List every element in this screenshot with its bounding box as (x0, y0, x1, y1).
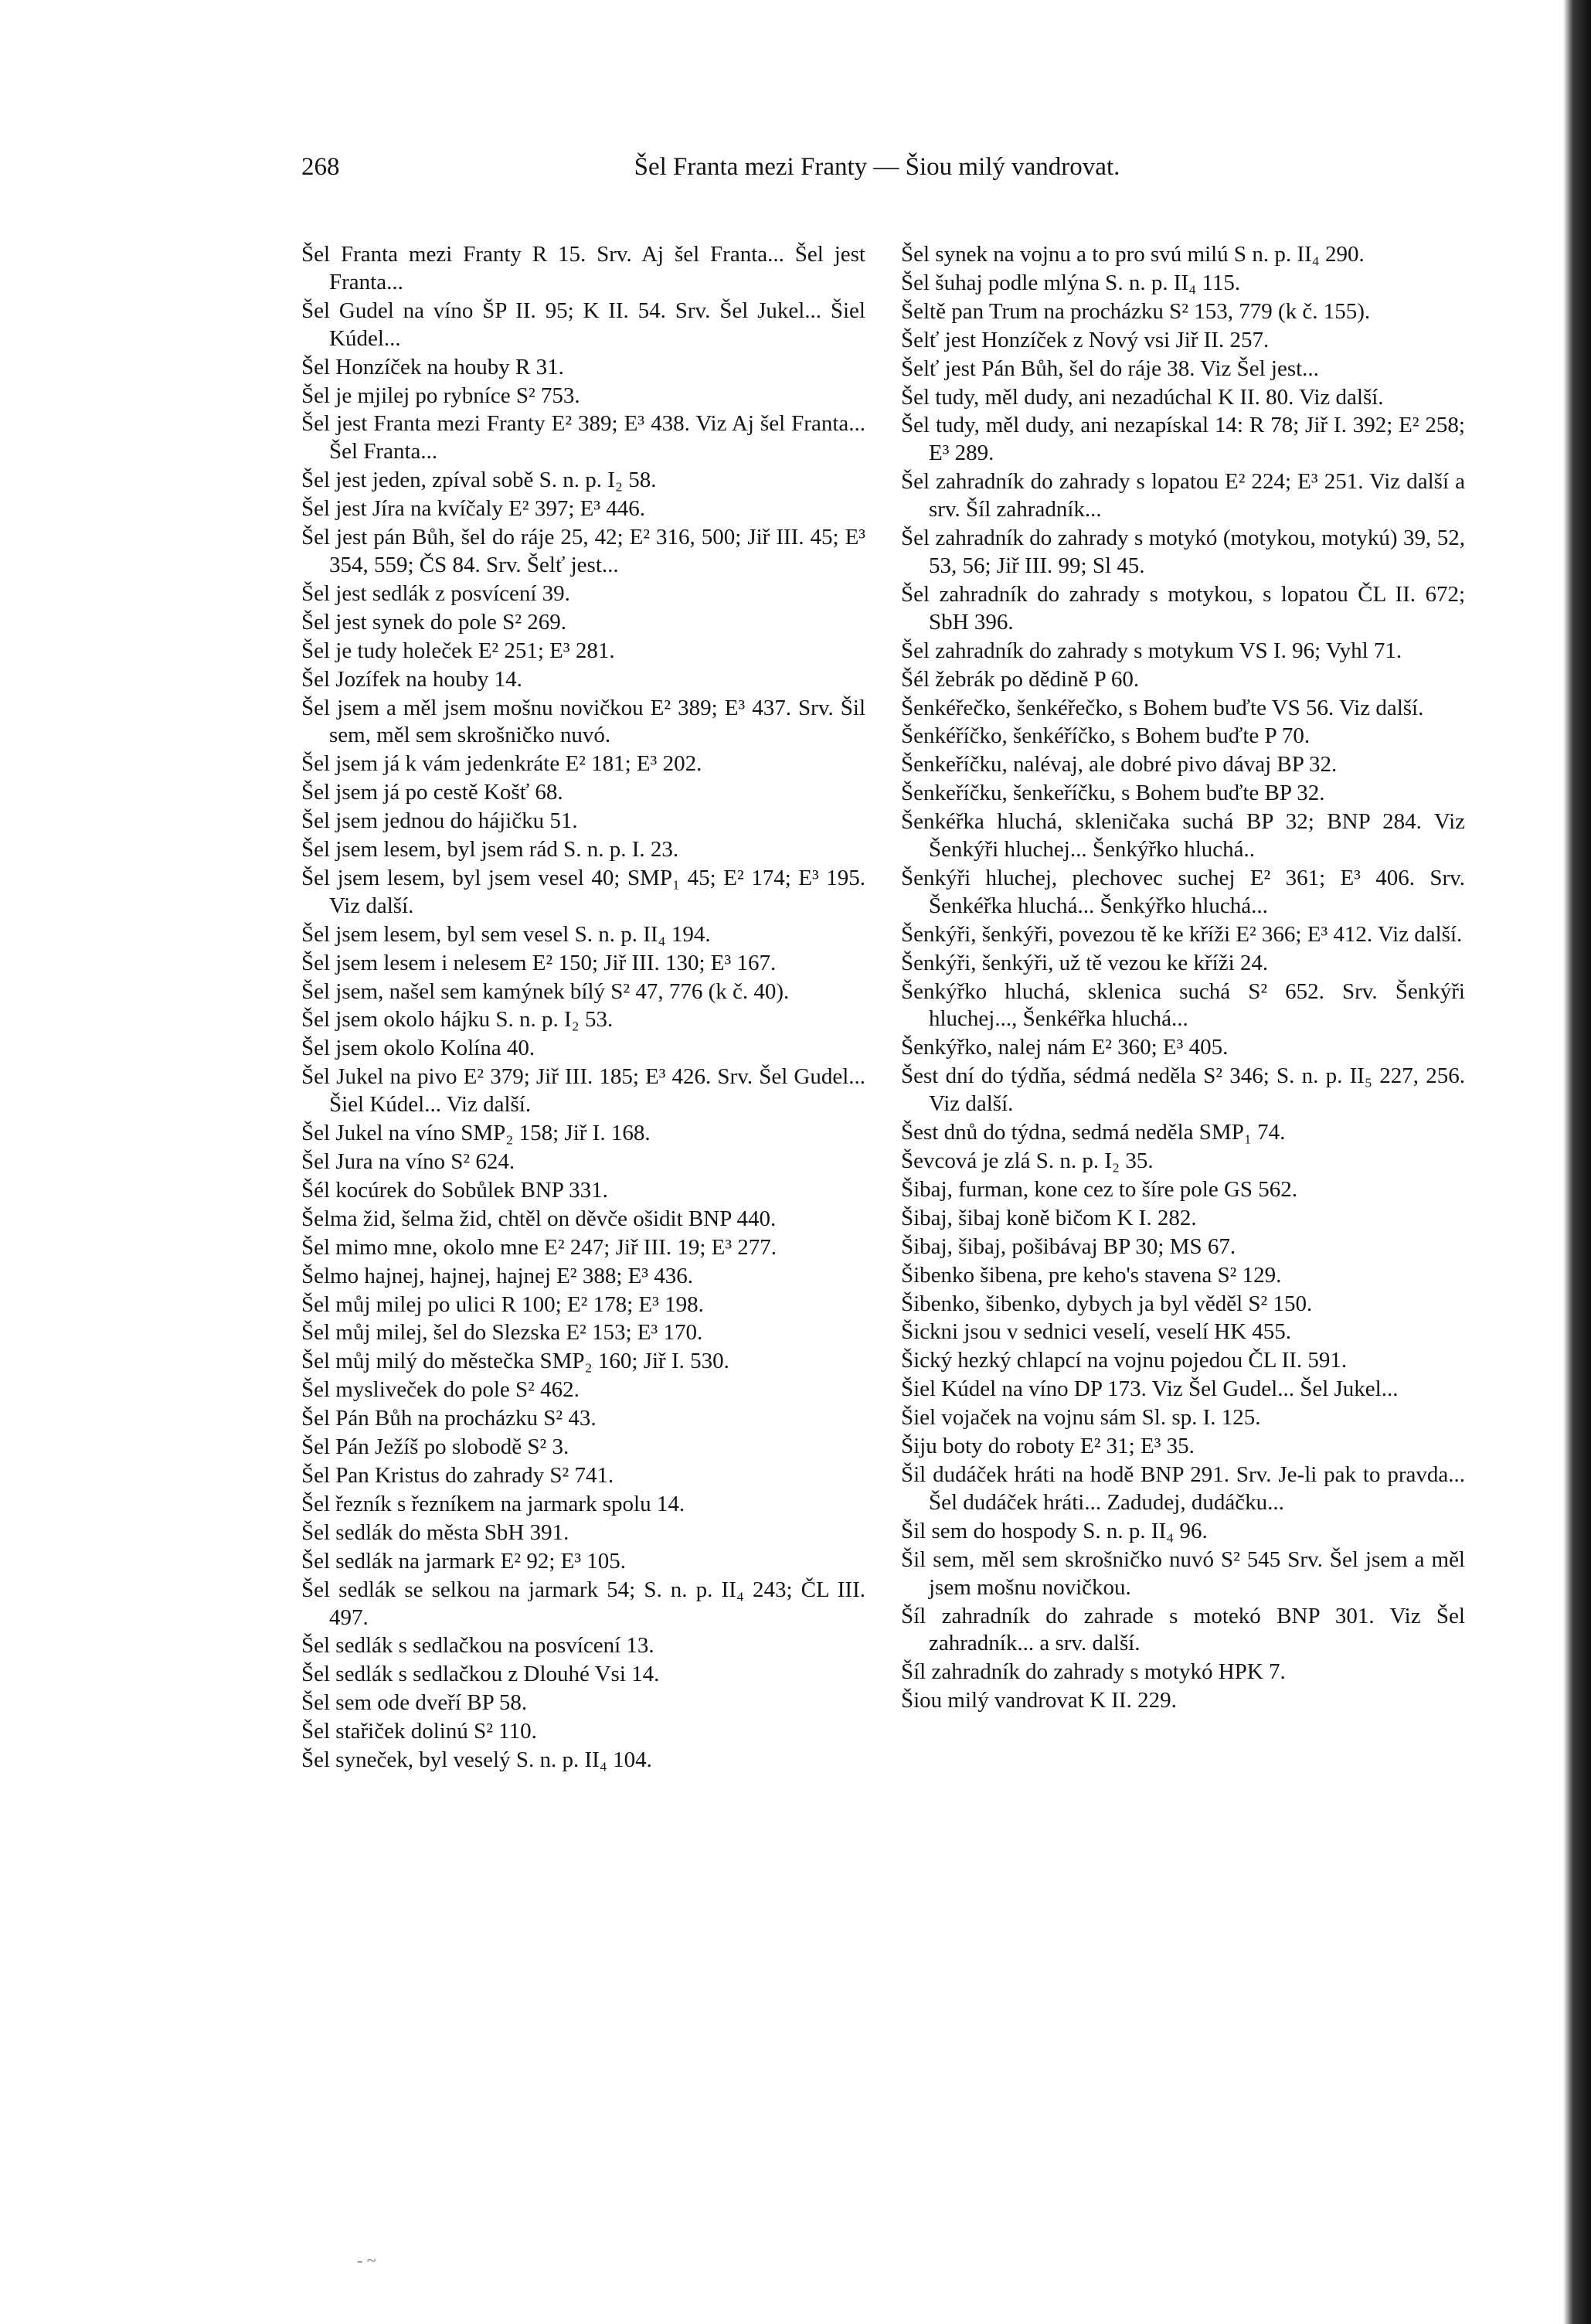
index-entry: Šel sedlák se selkou na jarmark 54; S. n. p. II₄ 243; ČL III. 497. (301, 1577, 865, 1630)
index-entry: Šil dudáček hráti na hodě BNP 291. Srv. Je-li pak to pravda... Šel dudáček hráti... Zadudej, dudáčku... (901, 1461, 1465, 1515)
index-entry: Šel můj milý do městečka SMP₂ 160; Jiř I. 530. (301, 1349, 729, 1374)
index-entry: Šel sedlák do města SbH 391. (301, 1519, 569, 1545)
index-entry: Šel Gudel na víno ŠP II. 95; K II. 54. Srv. Šel Jukel... Šiel Kúdel... (301, 298, 865, 351)
index-entry: Šel jsem já k vám jedenkráte E² 181; E³ 202. (301, 751, 702, 777)
index-entry: Šel jest Jíra na kvíčaly E² 397; E³ 446. (301, 496, 646, 522)
index-entry: Šenkéříčko, šenkéříčko, s Bohem buďte P 70. (901, 723, 1311, 749)
index-entry: Šel Pán Bůh na procházku S² 43. (301, 1406, 597, 1431)
index-entry: Šel jsem lesem i nelesem E² 150; Jiř III. 130; E³ 167. (301, 950, 777, 975)
index-entry: Šel jsem lesem, byl jsem rád S. n. p. I. 23. (301, 837, 679, 863)
index-entry: Šél žebrák po dědině P 60. (901, 666, 1140, 692)
index-entry: Šel Franta mezi Franty R 15. Srv. Aj šel Franta... Šel jest Franta... (301, 242, 865, 294)
index-entry: Šickni jsou v sednici veselí, veselí HK 455. (901, 1319, 1292, 1345)
index-entry: Šeltě pan Trum na procházku S² 153, 779 (k č. 155). (901, 298, 1371, 324)
index-entry: Šel sedlák s sedlačkou z Dlouhé Vsi 14. (301, 1662, 660, 1687)
index-entry: Šenkeříčku, šenkeříčku, s Bohem buďte BP 32. (901, 781, 1325, 806)
index-entry: Šel sedlák s sedlačkou na posvícení 13. (301, 1633, 654, 1659)
index-entry: Šil sem, měl sem skrošničko nuvó S² 545 Srv. Šel jsem a měl jsem mošnu novičkou. (901, 1546, 1465, 1600)
index-entry: Ševcová je zlá S. n. p. I₂ 35. (901, 1148, 1154, 1173)
index-entry: Šel sem ode dveří BP 58. (301, 1690, 528, 1716)
index-entry: Šel tudy, měl dudy, ani nezadúchal K II. 80. Viz další. (901, 384, 1384, 410)
index-entry: Šel jest sedlák z posvícení 39. (301, 580, 570, 606)
index-entry: Šel můj milej po ulici R 100; E² 178; E³ 198. (301, 1291, 704, 1317)
index-entry: Šenkýřko, nalej nám E² 360; E³ 405. (901, 1035, 1229, 1060)
index-entry: Šenkýři, šenkýři, povezou tě ke kříži E² 366; E³ 412. Viz další. (901, 921, 1463, 947)
index-entry: Šel zahradník do zahrady s motykou, s lopatou ČL II. 672; SbH 396. (901, 581, 1465, 635)
index-entry: Šel tudy, měl dudy, ani nezapískal 14: R 78; Jiř I. 392; E² 258; E³ 289. (901, 413, 1465, 466)
index-entry: Šél kocúrek do Sobůlek BNP 331. (301, 1177, 608, 1203)
index-entry: Šenkýři hluchej, plechovec suchej E² 361; E³ 406. Srv. Šenkéřka hluchá... Šenkýřko hluchá... (901, 865, 1465, 918)
index-entry: Šel Jukel na pivo E² 379; Jiř III. 185; E³ 426. Srv. Šel Gudel... Šiel Kúdel... Viz další. (301, 1064, 865, 1118)
index-entry: Šel jsem a měl jsem mošnu novičkou E² 389; E³ 437. Srv. Šil sem, měl sem skrošničko nuvó. (301, 695, 865, 748)
right-column (901, 241, 1465, 1716)
index-entry: Šenkéřka hluchá, skleničaka suchá BP 32; BNP 284. Viz Šenkýři hluchej... Šenkýřko hluchá.. (901, 809, 1465, 863)
index-entry: Šel můj milej, šel do Slezska E² 153; E³ 170. (301, 1320, 703, 1346)
running-title: Šel Franta mezi Franty — Šiou milý vandrovat. (634, 153, 1120, 181)
index-entry: Šel jest Franta mezi Franty E² 389; E³ 438. Viz Aj šel Franta... Šel Franta... (301, 411, 865, 464)
index-entry: Šel synek na vojnu a to pro svú milú S n. p. II₄ 290. (901, 242, 1365, 267)
index-entry: Šel jsem já po cestě Košť 68. (301, 780, 563, 805)
index-entry: Šenkéřečko, šenkéřečko, s Bohem buďte VS 56. Viz další. (901, 695, 1424, 720)
index-entry: Šelma žid, šelma žid, chtěl on děvče ošidit BNP 440. (301, 1206, 777, 1231)
index-entry: Šel Pan Kristus do zahrady S² 741. (301, 1462, 614, 1488)
index-entry: Šel stařiček dolinú S² 110. (301, 1719, 537, 1744)
index-entry: Šiju boty do roboty E² 31; E³ 35. (901, 1434, 1195, 1459)
index-entry: Šel šuhaj podle mlýna S. n. p. II₄ 115. (901, 270, 1241, 295)
index-entry: Šel zahradník do zahrady s motykó (motykou, motykú) 39, 52, 53, 56; Jiř III. 99; Sl 45. (901, 526, 1465, 578)
index-entry: Šel Jozífek na houby 14. (301, 666, 522, 692)
index-entry: Šel jsem jednou do hájičku 51. (301, 808, 578, 834)
index-entry: Šel jest pán Bůh, šel do ráje 25, 42; E² 316, 500; Jiř III. 45; E³ 354, 559; ČS 84. Srv. Šelť jest... (301, 525, 865, 577)
index-entry: Šel zahradník do zahrady s motykum VS I. 96; Vyhl 71. (901, 638, 1402, 663)
index-entry: Šelmo hajnej, hajnej, hajnej E² 388; E³ 436. (301, 1263, 694, 1288)
index-entry: Šel jsem lesem, byl jsem vesel 40; SMP₁ 45; E² 174; E³ 195. Viz další. (301, 865, 865, 918)
index-entry: Šel zahradník do zahrady s lopatou E² 224; E³ 251. Viz další a srv. Šíl zahradník... (901, 469, 1465, 522)
index-entry: Šelť jest Pán Bůh, šel do ráje 38. Viz Šel jest... (901, 356, 1319, 381)
index-entry: Šiel vojaček na vojnu sám Sl. sp. I. 125. (901, 1405, 1261, 1431)
index-entry: Šel mimo mne, okolo mne E² 247; Jiř III. 19; E³ 277. (301, 1234, 777, 1260)
index-entry: Šel jsem lesem, byl sem vesel S. n. p. II₄ 194. (301, 921, 711, 947)
index-entry: Šiou milý vandrovat K II. 229. (901, 1688, 1177, 1713)
index-entry: Šel jest jeden, zpíval sobě S. n. p. I₂ 58. (301, 468, 657, 493)
index-entry: Šel jsem, našel sem kamýnek bílý S² 47, 776 (k č. 40). (301, 978, 790, 1004)
index-entry: Šel jest synek do pole S² 269. (301, 609, 566, 635)
index-entry: Šibaj, šibaj koně bičom K I. 282. (901, 1205, 1197, 1230)
index-entry: Šiel Kúdel na víno DP 173. Viz Šel Gudel... Šel Jukel... (901, 1376, 1399, 1402)
index-entry: Šel mysliveček do pole S² 462. (301, 1377, 580, 1403)
index-entry: Šelť jest Honzíček z Nový vsi Jiř II. 257. (901, 327, 1270, 352)
index-entry: Šest dnů do týdna, sedmá neděla SMP₁ 74. (901, 1120, 1286, 1145)
index-entry: Šenkýři, šenkýři, už tě vezou ke kříži 24. (901, 950, 1269, 975)
index-entry: Šel Jukel na víno SMP₂ 158; Jiř I. 168. (301, 1121, 651, 1146)
index-entry: Šel Pán Ježíš po slobodě S² 3. (301, 1434, 569, 1460)
index-entry: Šil sem do hospody S. n. p. II₄ 96. (901, 1518, 1208, 1543)
index-entry: Šel Honzíček na houby R 31. (301, 354, 564, 379)
index-entry: Šel sedlák na jarmark E² 92; E³ 105. (301, 1548, 627, 1574)
index-entry: Šel jsem okolo hájku S. n. p. I₂ 53. (301, 1007, 614, 1033)
index-entry: Šel je tudy holeček E² 251; E³ 281. (301, 638, 615, 663)
index-entry: Šel je mjilej po rybníce S² 753. (301, 383, 580, 408)
page-header (294, 153, 1460, 189)
index-entry: Šest dní do týdňa, sédmá neděla S² 346; S. n. p. II₅ 227, 256. Viz další. (901, 1063, 1465, 1117)
index-entry: Šel Jura na víno S² 624. (301, 1149, 515, 1174)
index-entry: Šibenko šibena, pre keho's stavena S² 129. (901, 1262, 1282, 1288)
index-entry: Šický hezký chlapcí na vojnu pojedou ČL II. 591. (901, 1348, 1348, 1373)
page-number: 268 (301, 153, 340, 181)
index-entry: Šel jsem okolo Kolína 40. (301, 1036, 535, 1061)
index-entry: Šibaj, šibaj, pošibávaj BP 30; MS 67. (901, 1233, 1236, 1259)
left-column (301, 241, 865, 1775)
index-entry: Šíl zahradník do zahrade s motekó BNP 301. Viz Šel zahradník... a srv. další. (901, 1603, 1465, 1656)
index-entry: Šel syneček, byl veselý S. n. p. II₄ 104. (301, 1747, 652, 1773)
scan-edge-shadow (1563, 0, 1591, 2324)
index-entry: Šibenko, šibenko, dybych ja byl věděl S² 150. (901, 1291, 1313, 1316)
scan-mark: - ~ (357, 2251, 376, 2270)
index-entry: Šenkeříčku, nalévaj, ale dobré pivo dávaj BP 32. (901, 752, 1338, 778)
index-entry: Šel řezník s řezníkem na jarmark spolu 14. (301, 1491, 685, 1516)
index-entry: Šíl zahradník do zahrady s motykó HPK 7. (901, 1659, 1286, 1685)
index-entry: Šenkýřko hluchá, sklenica suchá S² 652. Srv. Šenkýři hluchej..., Šenkéřka hluchá... (901, 978, 1465, 1032)
index-entry: Šibaj, furman, kone cez to šíre pole GS 562. (901, 1176, 1298, 1202)
